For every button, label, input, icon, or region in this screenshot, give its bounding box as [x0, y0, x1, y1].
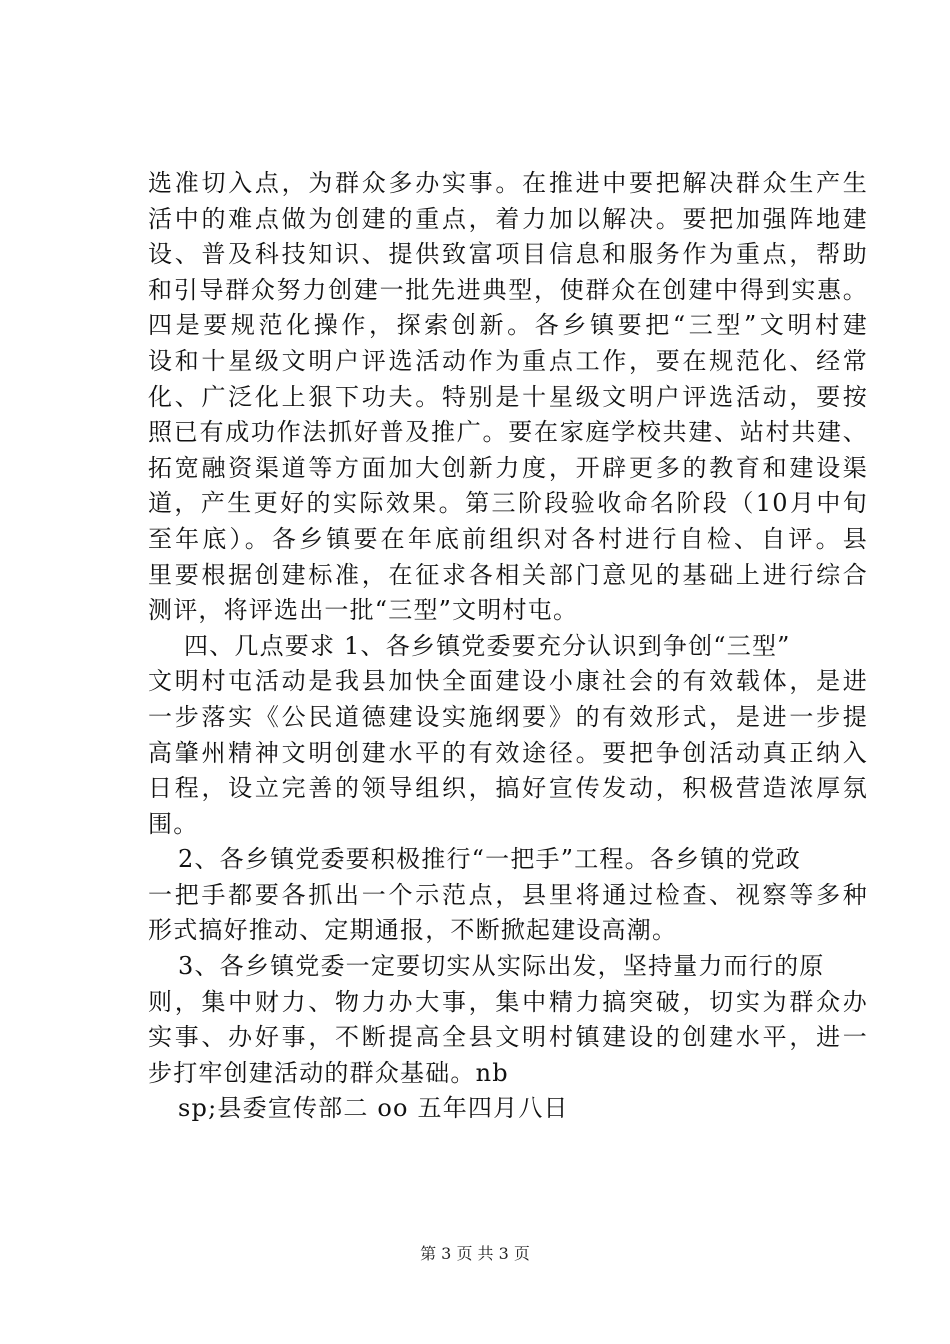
text-line: 道，产生更好的实际效果。第三阶段验收命名阶段（10月中旬: [148, 489, 868, 518]
paragraph-start-line: 四、几点要求 1、各乡镇党委要充分认识到争创“三型”: [184, 631, 791, 660]
text-line: 围。: [148, 809, 199, 838]
text-line: 高肇州精神文明创建水平的有效途径。要把争创活动真正纳入: [148, 738, 868, 767]
text-line: 照已有成功作法抓好普及推广。要在家庭学校共建、站村共建、: [148, 418, 868, 447]
paragraph-start-line: 3、各乡镇党委一定要切实从实际出发，坚持量力而行的原: [178, 952, 825, 981]
text-line: 步打牢创建活动的群众基础。nb: [148, 1058, 509, 1087]
text-line: 和引导群众努力创建一批先进典型，使群众在创建中得到实惠。: [148, 275, 868, 304]
text-line: 选准切入点，为群众多办实事。在推进中要把解决群众生产生: [148, 169, 868, 197]
text-line: 形式搞好推动、定期通报，不断掀起建设高潮。: [148, 916, 678, 945]
signature-line: sp;县委宣传部二 oo 五年四月八日: [178, 1094, 569, 1123]
text-line: 四是要规范化操作，探索创新。各乡镇要把“三型”文明村建: [148, 311, 868, 340]
text-line: 日程，设立完善的领导组织，搞好宣传发动，积极营造浓厚氛: [148, 774, 868, 803]
text-line: 里要根据创建标准，在征求各相关部门意见的基础上进行综合: [148, 560, 868, 589]
text-line: 拓宽融资渠道等方面加大创新力度，开辟更多的教育和建设渠: [148, 453, 868, 482]
text-line: 设、普及科技知识、提供致富项目信息和服务作为重点，帮助: [148, 240, 868, 269]
document-body: [148, 166, 868, 1127]
text-line: 设和十星级文明户评选活动作为重点工作，要在规范化、经常: [148, 346, 868, 375]
paragraph-start-line: 2、各乡镇党委要积极推行“一把手”工程。各乡镇的党政: [178, 845, 802, 874]
text-line: 实事、办好事，不断提高全县文明村镇建设的创建水平，进一: [148, 1023, 868, 1052]
page-number-footer: 第 3 页 共 3 页: [420, 1244, 530, 1263]
text-line: 文明村屯活动是我县加快全面建设小康社会的有效载体，是进: [148, 667, 868, 696]
text-line: 化、广泛化上狠下功夫。特别是十星级文明户评选活动，要按: [148, 382, 868, 411]
text-line: 测评，将评选出一批“三型”文明村屯。: [148, 596, 579, 625]
text-line: 一把手都要各抓出一个示范点，县里将通过检查、视察等多种: [148, 880, 868, 909]
text-line: 则，集中财力、物力办大事，集中精力搞突破，切实为群众办: [148, 987, 868, 1016]
text-line: 至年底）。各乡镇要在年底前组织对各村进行自检、自评。县: [148, 524, 868, 553]
text-line: 一步落实《公民道德建设实施纲要》的有效形式，是进一步提: [148, 702, 868, 731]
text-line: 活中的难点做为创建的重点，着力加以解决。要把加强阵地建: [148, 204, 868, 233]
